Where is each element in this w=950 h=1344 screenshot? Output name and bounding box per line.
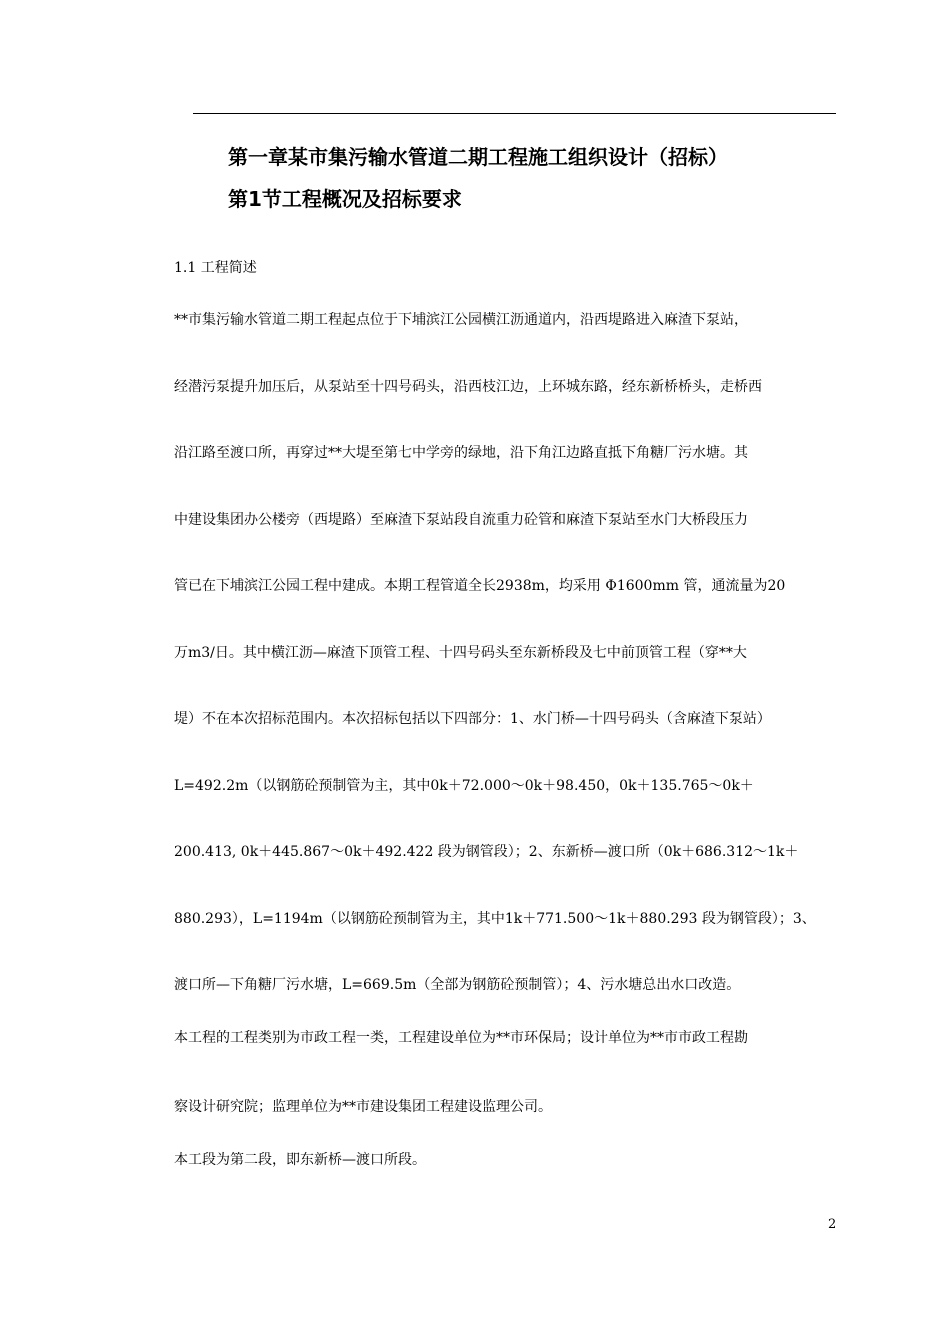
section-title: 第1节工程概况及招标要求 xyxy=(228,187,462,211)
paragraph-line: 堤）不在本次招标范围内。本次招标包括以下四部分：1、水门桥—十四号码头（含麻渣下泵站） xyxy=(174,711,771,727)
paragraph-line: L=492.2m（以钢筋砼预制管为主，其中0k＋72.000～0k＋98.450，0k＋135.765～0k＋ xyxy=(174,778,754,794)
paragraph-line: **市集污输水管道二期工程起点位于下埔滨江公园横江沥通道内，沿西堤路进入麻渣下泵站， xyxy=(174,312,748,328)
paragraph-line: 本工程的工程类别为市政工程一类，工程建设单位为**市环保局；设计单位为**市市政工程勘 xyxy=(174,1030,748,1046)
paragraph-line: 管已在下埔滨江公园工程中建成。本期工程管道全长2938m，均采用 Φ1600mm 管，通流量为20 xyxy=(174,578,786,594)
paragraph-line: 渡口所—下角糖厂污水塘，L=669.5m（全部为钢筋砼预制管）；4、污水塘总出水口改造。 xyxy=(174,977,741,993)
paragraph-line: 察设计研究院；监理单位为**市建设集团工程建设监理公司。 xyxy=(174,1099,552,1115)
header-rule xyxy=(193,113,836,114)
paragraph-line: 880.293），L=1194m（以钢筋砼预制管为主，其中1k＋771.500～1k＋880.293 段为钢管段）；3、 xyxy=(174,911,816,927)
paragraph-line: 本工段为第二段，即东新桥—渡口所段。 xyxy=(174,1152,426,1168)
paragraph-line: 中建设集团办公楼旁（西堤路）至麻渣下泵站段自流重力砼管和麻渣下泵站至水门大桥段压力 xyxy=(174,512,748,528)
page-number: 2 xyxy=(828,1217,837,1232)
paragraph-line: 经潜污泵提升加压后，从泵站至十四号码头，沿西枝江边，上环城东路，经东新桥桥头，走桥西 xyxy=(174,379,762,395)
chapter-title: 第一章某市集污输水管道二期工程施工组织设计（招标） xyxy=(228,145,728,169)
paragraph-line: 沿江路至渡口所，再穿过**大堤至第七中学旁的绿地，沿下角江边路直抵下角糖厂污水塘。其 xyxy=(174,445,748,461)
paragraph-line: 200.413, 0k＋445.867～0k＋492.422 段为钢管段）；2、东新桥—渡口所（0k＋686.312～1k＋ xyxy=(174,844,799,860)
paragraph-line: 万m3/日。其中横江沥—麻渣下顶管工程、十四号码头至东新桥段及七中前顶管工程（穿**大 xyxy=(174,645,747,661)
subsection-title: 1.1 工程简述 xyxy=(174,260,257,276)
